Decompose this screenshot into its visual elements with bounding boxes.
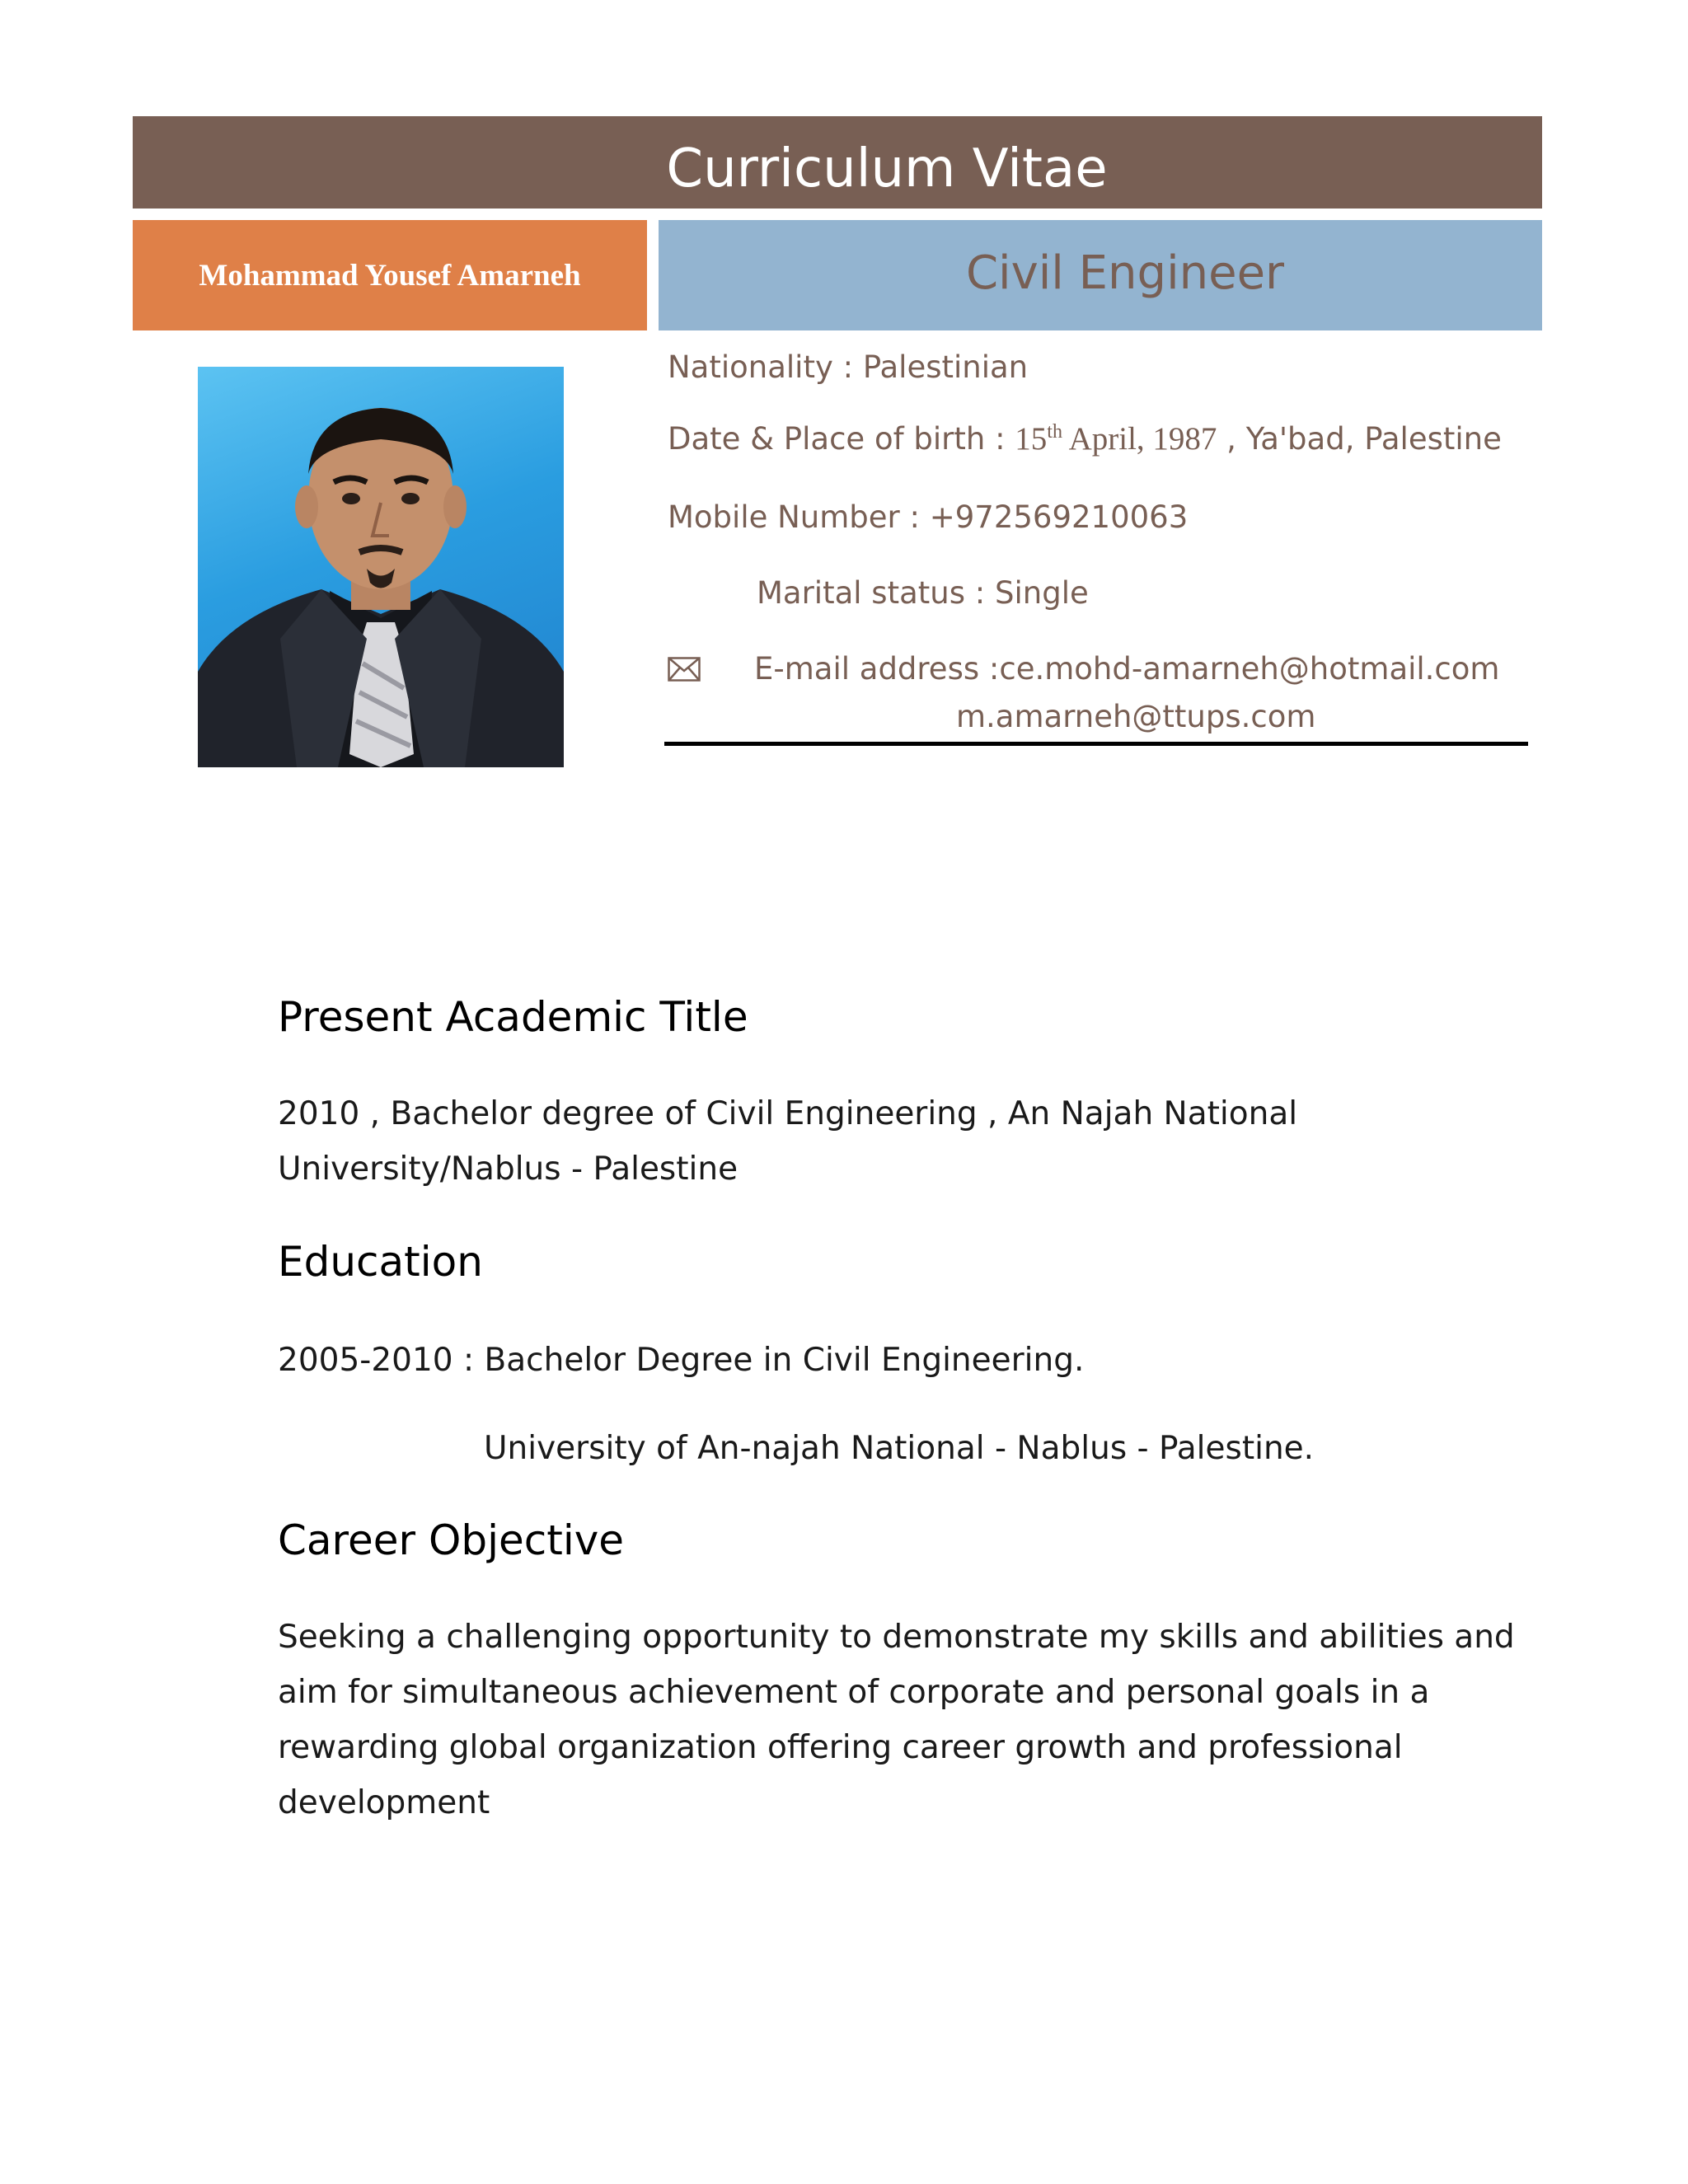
birth-date-rest: April, 1987 [1068,421,1217,457]
email-line-2: m.amarneh@ttups.com [956,699,1316,734]
birth-place: , Ya'bad, Palestine [1226,421,1502,457]
cv-title-bar [133,116,1542,209]
birth-date [1015,421,1217,457]
portrait-illustration [198,367,564,767]
career-line-2: aim for simultaneous achievement of corporate and personal goals in a [278,1674,1430,1711]
name-banner [133,220,647,330]
career-line-4: development [278,1784,490,1821]
academic-line-1: 2010 , Bachelor degree of Civil Engineering , An Najah National [278,1095,1298,1132]
person-name: Mohammad Yousef Amarneh [199,258,581,293]
academic-line-2: University/Nablus - Palestine [278,1151,738,1188]
email-line-1: E-mail address :ce.mohd-amarneh@hotmail.com [754,651,1500,687]
header-divider [664,742,1528,746]
marital-line: Marital status : Single [757,575,1089,611]
career-line-1: Seeking a challenging opportunity to demonstrate my skills and abilities and [278,1619,1515,1656]
birth-day-suffix: th [1047,421,1062,443]
career-heading: Career Objective [278,1516,625,1564]
education-line-2: University of An-najah National - Nablus - Palestine. [484,1430,1315,1467]
profile-photo [198,367,564,767]
education-line-1: 2005-2010 : Bachelor Degree in Civil Engineering. [278,1342,1085,1379]
mobile-line: Mobile Number : +972569210063 [668,499,1189,535]
cv-title: Curriculum Vitae [666,138,1108,199]
birth-label: Date & Place of birth : [668,421,1006,457]
role-banner [659,220,1542,330]
birth-day: 15 [1015,421,1048,457]
academic-heading: Present Academic Title [278,993,748,1041]
career-line-3: rewarding global organization offering career growth and professional [278,1729,1403,1766]
birth-line [668,420,1502,457]
nationality-line: Nationality : Palestinian [668,349,1029,385]
education-heading: Education [278,1238,483,1286]
job-title: Civil Engineer [965,246,1285,300]
envelope-icon [668,657,701,682]
